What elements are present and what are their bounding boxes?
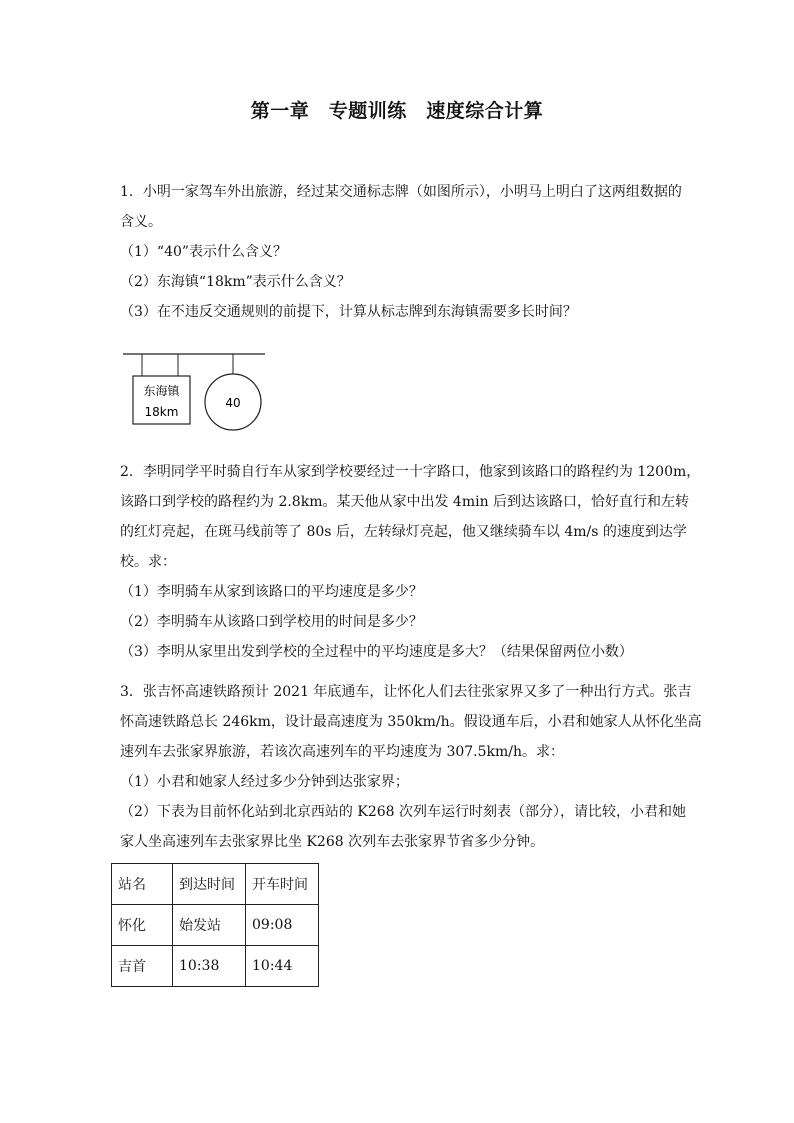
question-3-line: 怀高速铁路总长 246km，设计最高速度为 350km/h。假设通车后，小君和她家人从怀化坐高 [120, 714, 702, 730]
question-2-line: 的红灯亮起，在斑马线前等了 80s 后，左转绿灯亮起，他又继续骑车以 4m/s 的速度到达学 [120, 524, 687, 540]
page-title: 第一章 专题训练 速度综合计算 [250, 100, 544, 122]
question-3-sub-2: （2）下表为目前怀化站到北京西站的 K268 次列车运行时刻表（部分），请比较，小君和她 [120, 804, 686, 820]
table-row [112, 905, 319, 946]
question-2-sub-3: （3）李明从家里出发到学校的全过程中的平均速度是多大？（结果保留两位小数） [120, 644, 633, 660]
table-header-cell: 到达时间 [173, 864, 246, 905]
table-cell: 09:08 [246, 905, 319, 946]
question-3 [120, 677, 702, 857]
table-cell: 怀化 [112, 905, 173, 946]
table-cell: 10:38 [173, 946, 246, 987]
question-3-sub-1: （1）小君和她家人经过多少分钟到达张家界； [120, 774, 409, 790]
question-1-line: 含义。 [120, 214, 162, 230]
question-2-sub-1: （1）李明骑车从家到该路口的平均速度是多少？ [120, 584, 423, 600]
table-cell: 吉首 [112, 946, 173, 987]
traffic-sign-figure [122, 352, 267, 432]
table-header-row [112, 864, 319, 905]
question-2-line: 2．李明同学平时骑自行车从家到学校要经过一十字路口，他家到该路口的路程约为 1200m， [120, 464, 701, 480]
table-header-cell: 站名 [112, 864, 173, 905]
question-2-line: 校。求： [120, 554, 176, 570]
sign-speed-limit: 40 [225, 396, 241, 410]
train-timetable [111, 863, 319, 987]
table-header-cell: 开车时间 [246, 864, 319, 905]
question-2-line: 该路口到学校的路程约为 2.8km。某天他从家中出发 4min 后到达该路口，恰好直行和左转 [120, 494, 690, 510]
question-3-line: 3．张吉怀高速铁路预计 2021 年底通车，让怀化人们去往张家界又多了一种出行方式。张吉 [120, 684, 692, 700]
question-1-line: 1．小明一家驾车外出旅游，经过某交通标志牌（如图所示），小明马上明白了这两组数据的 [120, 184, 682, 200]
question-1-sub-1: （1）“40”表示什么含义？ [120, 244, 288, 260]
sign-distance: 18km [144, 405, 179, 419]
question-3-sub-2-cont: 家人坐高速列车去张家界比坐 K268 次列车去张家界节省多少分钟。 [120, 834, 545, 850]
sign-place-name: 东海镇 [143, 384, 180, 398]
question-1-sub-2: （2）东海镇“18km”表示什么含义？ [120, 274, 351, 290]
question-1-sub-3: （3）在不违反交通规则的前提下，计算从标志牌到东海镇需要多长时间？ [120, 304, 577, 320]
question-2 [120, 457, 701, 667]
table-cell: 始发站 [173, 905, 246, 946]
question-1 [120, 177, 680, 327]
table-row [112, 946, 319, 987]
question-3-line: 速列车去张家界旅游，若该次高速列车的平均速度为 307.5km/h。求： [120, 744, 565, 760]
table-cell: 10:44 [246, 946, 319, 987]
question-2-sub-2: （2）李明骑车从该路口到学校用的时间是多少？ [120, 614, 423, 630]
